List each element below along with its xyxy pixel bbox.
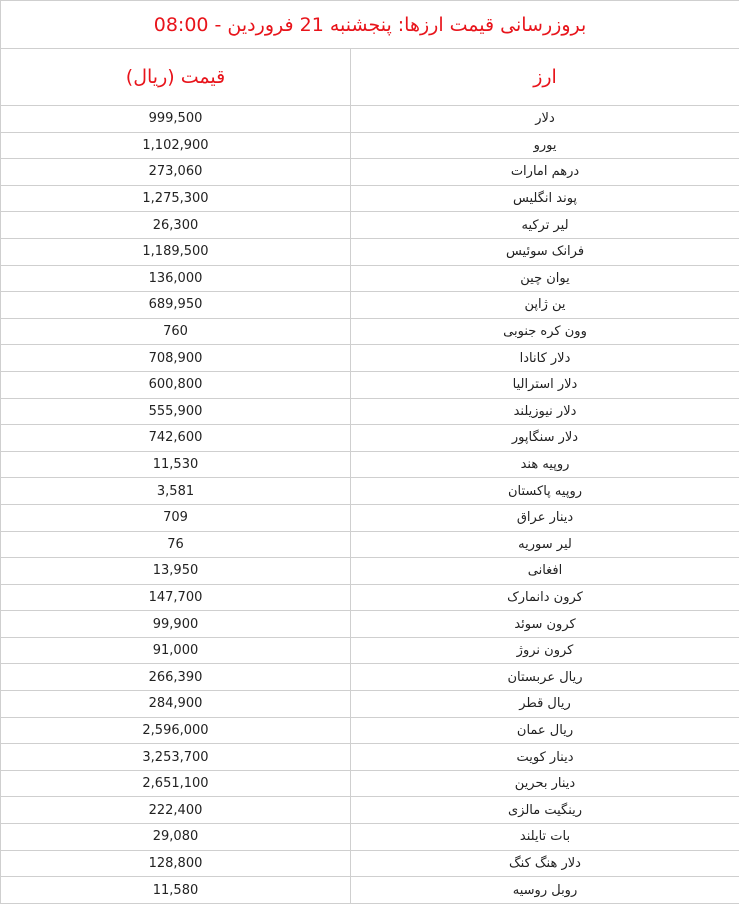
price-cell: 273,060 [1, 159, 351, 186]
currency-name-cell: دلار استرالیا [351, 371, 739, 398]
table-row [1, 797, 739, 824]
table-row [1, 345, 739, 372]
currency-name-cell: کرون سوئد [351, 611, 739, 638]
currency-name-cell: یورو [351, 132, 739, 159]
currency-name-cell: لیر ترکیه [351, 212, 739, 239]
currency-name-cell: بات تایلند [351, 824, 739, 851]
currency-name-cell: دلار کانادا [351, 345, 739, 372]
currency-name-cell: دلار [351, 106, 739, 133]
currency-name-cell: ریال عربستان [351, 664, 739, 691]
table-row [1, 558, 739, 585]
currency-name-cell: یوان چین [351, 265, 739, 292]
currency-name-cell: دینار بحرین [351, 770, 739, 797]
price-cell: 13,950 [1, 558, 351, 585]
currency-name-cell: ریال قطر [351, 691, 739, 718]
price-cell: 3,253,700 [1, 744, 351, 771]
table-row [1, 292, 739, 319]
price-cell: 26,300 [1, 212, 351, 239]
table-row [1, 132, 739, 159]
price-cell: 136,000 [1, 265, 351, 292]
table-row [1, 238, 739, 265]
price-column-header: قیمت (ریال) [1, 49, 351, 106]
title-row [1, 1, 739, 49]
currency-name-cell: کرون دانمارک [351, 584, 739, 611]
price-cell: 555,900 [1, 398, 351, 425]
price-cell: 600,800 [1, 371, 351, 398]
currency-name-cell: روپیه هند [351, 451, 739, 478]
table-row [1, 159, 739, 186]
table-row [1, 531, 739, 558]
price-cell: 2,596,000 [1, 717, 351, 744]
currency-name-cell: دلار نیوزیلند [351, 398, 739, 425]
price-cell: 29,080 [1, 824, 351, 851]
currency-name-cell: کرون نروژ [351, 637, 739, 664]
currency-name-cell: لیر سوریه [351, 531, 739, 558]
currency-name-cell: رینگیت مالزی [351, 797, 739, 824]
table-title: بروزرسانی قیمت ارزها: پنجشنبه 21 فروردین - 08:00 [1, 1, 739, 49]
table-row [1, 584, 739, 611]
table-row [1, 371, 739, 398]
price-cell: 222,400 [1, 797, 351, 824]
table-row [1, 611, 739, 638]
price-cell: 99,900 [1, 611, 351, 638]
table-row [1, 850, 739, 877]
table-row [1, 637, 739, 664]
currency-name-cell: وون کره جنوبی [351, 318, 739, 345]
currency-name-cell: دینار کویت [351, 744, 739, 771]
table-row [1, 451, 739, 478]
table-row [1, 824, 739, 851]
currency-name-cell: ین ژاپن [351, 292, 739, 319]
table-row [1, 664, 739, 691]
currency-name-cell: روبل روسیه [351, 877, 739, 904]
currency-name-cell: افغانی [351, 558, 739, 585]
price-cell: 3,581 [1, 478, 351, 505]
table-row [1, 185, 739, 212]
currency-name-cell: دلار سنگاپور [351, 425, 739, 452]
currency-column-header: ارز [351, 49, 739, 106]
currency-name-cell: درهم امارات [351, 159, 739, 186]
price-cell: 708,900 [1, 345, 351, 372]
table-row [1, 770, 739, 797]
table-row [1, 212, 739, 239]
currency-name-cell: فرانک سوئیس [351, 238, 739, 265]
table-row [1, 504, 739, 531]
price-cell: 2,651,100 [1, 770, 351, 797]
price-cell: 709 [1, 504, 351, 531]
table-row [1, 318, 739, 345]
price-cell: 266,390 [1, 664, 351, 691]
table-row [1, 106, 739, 133]
price-cell: 11,530 [1, 451, 351, 478]
currency-name-cell: ریال عمان [351, 717, 739, 744]
currency-name-cell: دلار هنگ کنگ [351, 850, 739, 877]
table-row [1, 265, 739, 292]
price-cell: 284,900 [1, 691, 351, 718]
table-row [1, 877, 739, 904]
price-cell: 128,800 [1, 850, 351, 877]
table-row [1, 425, 739, 452]
table-row [1, 691, 739, 718]
price-cell: 1,102,900 [1, 132, 351, 159]
price-cell: 742,600 [1, 425, 351, 452]
table-row [1, 744, 739, 771]
price-cell: 11,580 [1, 877, 351, 904]
header-row [1, 49, 739, 106]
price-cell: 689,950 [1, 292, 351, 319]
price-cell: 1,189,500 [1, 238, 351, 265]
currency-name-cell: پوند انگلیس [351, 185, 739, 212]
price-cell: 91,000 [1, 637, 351, 664]
price-cell: 999,500 [1, 106, 351, 133]
price-cell: 760 [1, 318, 351, 345]
currency-name-cell: دینار عراق [351, 504, 739, 531]
price-cell: 76 [1, 531, 351, 558]
table-row [1, 478, 739, 505]
price-cell: 1,275,300 [1, 185, 351, 212]
table-row [1, 717, 739, 744]
price-cell: 147,700 [1, 584, 351, 611]
currency-name-cell: روپیه پاکستان [351, 478, 739, 505]
table-row [1, 398, 739, 425]
